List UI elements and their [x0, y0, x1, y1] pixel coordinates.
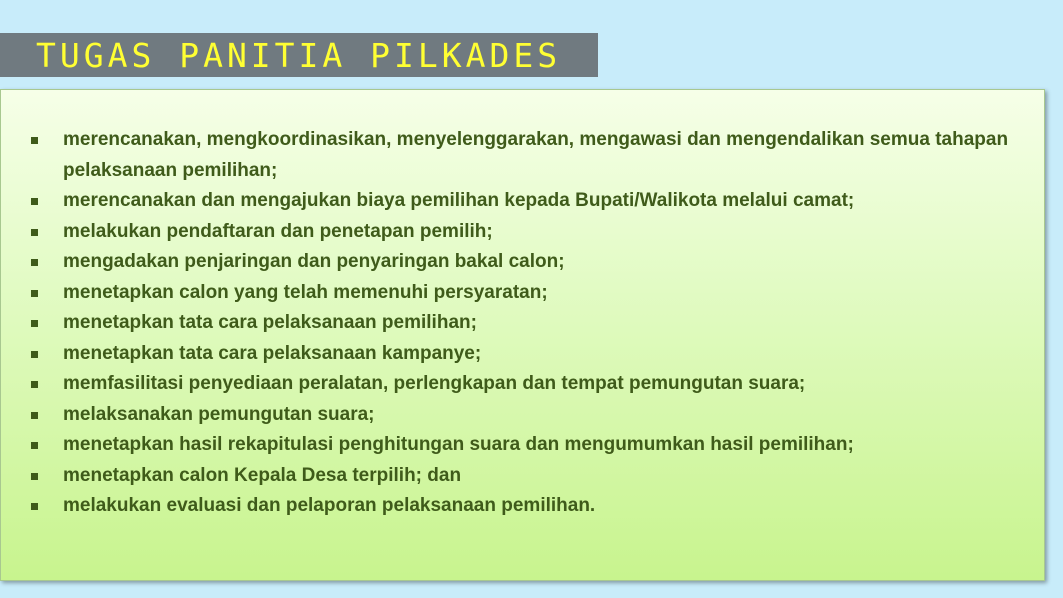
square-bullet-icon	[31, 503, 38, 510]
list-item	[31, 339, 1036, 370]
list-item	[31, 461, 1036, 492]
list-item-text: mengadakan penjaringan dan penyaringan bakal calon;	[63, 251, 565, 272]
list-item	[31, 278, 1036, 309]
slide-title: TUGAS PANITIA PILKADES	[36, 35, 562, 75]
list-item	[31, 217, 1036, 248]
list-item-text: menetapkan calon yang telah memenuhi persyaratan;	[63, 281, 548, 303]
content-box	[0, 89, 1045, 581]
list-item	[31, 247, 1036, 278]
list-item-text: memfasilitasi penyediaan peralatan, perlengkapan dan tempat pemungutan suara;	[63, 373, 806, 394]
list-item-text: menetapkan tata cara pelaksanaan kampanye;	[63, 342, 482, 364]
list-item-text: menetapkan tata cara pelaksanaan pemilihan;	[63, 312, 477, 333]
square-bullet-icon	[31, 290, 38, 297]
list-item-text: menetapkan hasil rekapitulasi penghitungan suara dan mengumumkan hasil pemilihan;	[63, 434, 854, 455]
list-item-text: merencanakan dan mengajukan biaya pemilihan kepada Bupati/Walikota melalui camat;	[63, 190, 855, 211]
list-item	[31, 125, 1036, 186]
square-bullet-icon	[31, 473, 38, 480]
list-item-text: merencanakan, mengkoordinasikan, menyelenggarakan, mengawasi dan mengendalikan semua tahapan pelaksanaan pemilihan;	[63, 129, 1009, 181]
list-item	[31, 186, 1036, 217]
title-bar	[0, 33, 598, 77]
square-bullet-icon	[31, 381, 38, 388]
list-item	[31, 491, 1036, 522]
list-item-text: menetapkan calon Kepala Desa terpilih; dan	[63, 464, 462, 486]
list-item-text: melakukan pendaftaran dan penetapan pemilih;	[63, 220, 493, 242]
square-bullet-icon	[31, 229, 38, 236]
list-item-text: melakukan evaluasi dan pelaporan pelaksanaan pemilihan.	[63, 495, 596, 516]
list-item	[31, 400, 1036, 431]
task-list	[31, 125, 1036, 522]
square-bullet-icon	[31, 137, 38, 144]
square-bullet-icon	[31, 198, 38, 205]
square-bullet-icon	[31, 259, 38, 266]
list-item	[31, 369, 1036, 400]
square-bullet-icon	[31, 412, 38, 419]
list-item	[31, 430, 1036, 461]
square-bullet-icon	[31, 442, 38, 449]
square-bullet-icon	[31, 351, 38, 358]
square-bullet-icon	[31, 320, 38, 327]
list-item-text: melaksanakan pemungutan suara;	[63, 403, 375, 425]
list-item	[31, 308, 1036, 339]
